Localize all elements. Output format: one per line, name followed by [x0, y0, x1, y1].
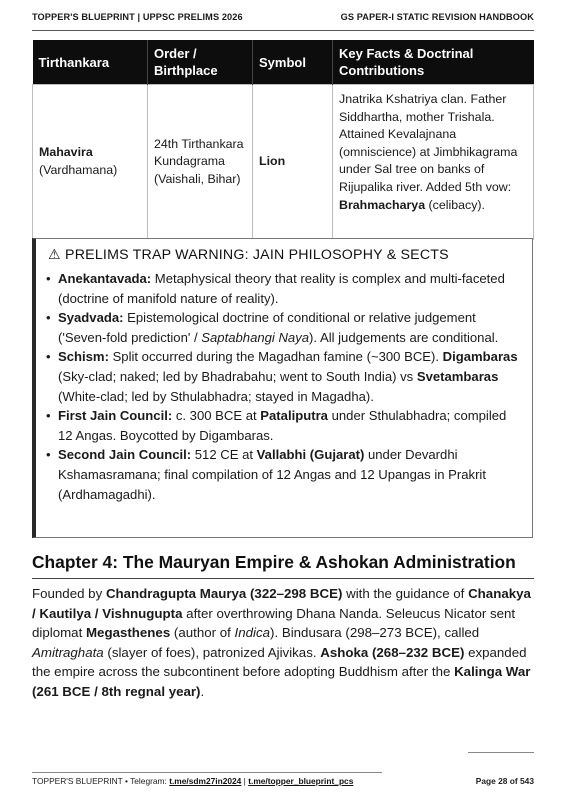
running-header [32, 12, 534, 26]
list-item: • Second Jain Council: 512 CE at Vallabhi (Gujarat) under Devardhi Kshamasramana; final compilation of 12 Angas and 12 Upangas in Prakrit (Ardhamagadhi). [46, 447, 486, 502]
list-item: • Syadvada: Epistemological doctrine of conditional or relative judgement ('Seven-fold prediction' / Saptabhangi Naya). All judgements are conditional. [46, 310, 499, 345]
item-text: under Devardhi Kshamasramana; final compilation of 12 Angas and 12 Upangas in Prakrit (Ardhamagadhi). [58, 447, 486, 502]
table-header-row [33, 40, 534, 85]
trap-list [44, 269, 522, 504]
col-header-order: Order / Birthplace [148, 40, 253, 85]
col-header-symbol: Symbol [253, 40, 333, 85]
item-text: c. 300 BCE at [172, 408, 261, 424]
item-text: Epistemological doctrine of conditional or relative judgement ('Seven-fold prediction' / [58, 310, 476, 345]
list-item: • Schism: Split occurred during the Magadhan famine (~300 BCE). Digambaras (Sky-clad; naked; led by Bhadrabahu; went to South India) vs Svetambaras (White-clad; led by Sthulabhadra; stayed in Magadha). [46, 349, 518, 404]
header-left: TOPPER'S BLUEPRINT | UPPSC PRELIMS 2026 [32, 12, 243, 22]
cell-facts [333, 85, 534, 240]
chapter-paragraph: Founded by Chandragupta Maurya (322–298 BCE) with the guidance of Chanakya / Kautilya / Vishnugupta after overthrowing Dhana Nanda. Seleucus Nicator sent diplomat Megasthenes (author of Indica). Bindusara (298–273 BCE), called Amitraghata (slayer of foes), patronized Ajivikas. Ashoka (268–232 BCE) expanded the empire across the subcontinent before adopting Buddhism after the Kalinga War (261 BCE / 8th regnal year). [32, 586, 531, 699]
tirthankara-alt-name: (Vardhamana) [39, 163, 118, 177]
chapter-divider [32, 578, 534, 579]
item-term: Schism: [58, 349, 109, 365]
item-text: under Sthulabhadra; compiled 12 Angas. Boycotted by Digambaras. [58, 408, 507, 443]
item-text: ). All judgements are conditional. [309, 329, 499, 345]
facts-bold: Brahmacharya [339, 197, 426, 212]
footer-divider [32, 772, 382, 773]
tirthankara-table [32, 40, 534, 240]
footer-short-rule [468, 752, 534, 753]
item-text: 512 CE at [191, 447, 257, 463]
item-term: Svetambaras [416, 368, 499, 384]
table-row [33, 85, 534, 240]
header-divider [32, 30, 534, 31]
footer-left: TOPPER'S BLUEPRINT • Telegram: t.me/sdm27in2024 | t.me/topper_blueprint_pcs [32, 776, 354, 786]
list-item: • Anekantavada: Metaphysical theory that reality is complex and multi-faceted (doctrine of manifold nature of reality). [46, 271, 505, 306]
header-right: GS PAPER-I STATIC REVISION HANDBOOK [340, 12, 534, 22]
telegram-link-1[interactable]: t.me/sdm27in2024 [169, 776, 242, 786]
col-header-facts: Key Facts & Doctrinal Contributions [333, 40, 534, 85]
item-term: Second Jain Council: [58, 447, 192, 463]
item-text: Split occurred during the Magadhan famine (~300 BCE). [108, 349, 443, 365]
facts-text: Jnatrika Kshatriya clan. Father Siddhartha, mother Trishala. Attained Kevalajnana (omniscience) at Jimbhikagrama under Sal tree on banks of Rijupalika river. Added 5th vow: [339, 92, 518, 194]
trap-warning-box [32, 238, 533, 538]
item-term: Pataliputra [260, 408, 328, 424]
running-footer [32, 776, 534, 788]
item-text: Metaphysical theory that reality is complex and multi-faceted (doctrine of manifold nature of reality). [58, 271, 505, 306]
item-text: (Sky-clad; naked; led by Bhadrabahu; went to South India) vs [58, 368, 417, 384]
item-term: Syadvada: [58, 310, 124, 326]
item-term: Digambaras [442, 349, 518, 365]
symbol-value: Lion [259, 154, 286, 169]
item-text: (White-clad; led by Sthulabhadra; stayed in Magadha). [58, 388, 374, 404]
list-item: • First Jain Council: c. 300 BCE at Pataliputra under Sthulabhadra; compiled 12 Angas. Boycotted by Digambaras. [46, 408, 507, 443]
telegram-link-2[interactable]: t.me/topper_blueprint_pcs [248, 776, 354, 786]
col-header-tirthankara: Tirthankara [33, 40, 148, 85]
page-number: Page 28 of 543 [475, 776, 534, 786]
facts-end: (celibacy). [425, 197, 485, 212]
cell-order: 24th Tirthankara Kundagrama (Vaishali, Bihar) [148, 85, 253, 240]
cell-symbol [253, 85, 333, 240]
item-term: Vallabhi (Gujarat) [256, 447, 365, 463]
item-italic: Saptabhangi Naya [201, 329, 310, 345]
item-term: First Jain Council: [58, 408, 173, 424]
item-term: Anekantavada: [58, 271, 152, 286]
chapter-title: Chapter 4: The Mauryan Empire & Ashokan Administration [32, 552, 516, 572]
trap-title: ⚠ PRELIMS TRAP WARNING: JAIN PHILOSOPHY & SECTS [48, 247, 449, 263]
cell-tirthankara [33, 85, 148, 240]
tirthankara-name: Mahavira [39, 145, 93, 160]
